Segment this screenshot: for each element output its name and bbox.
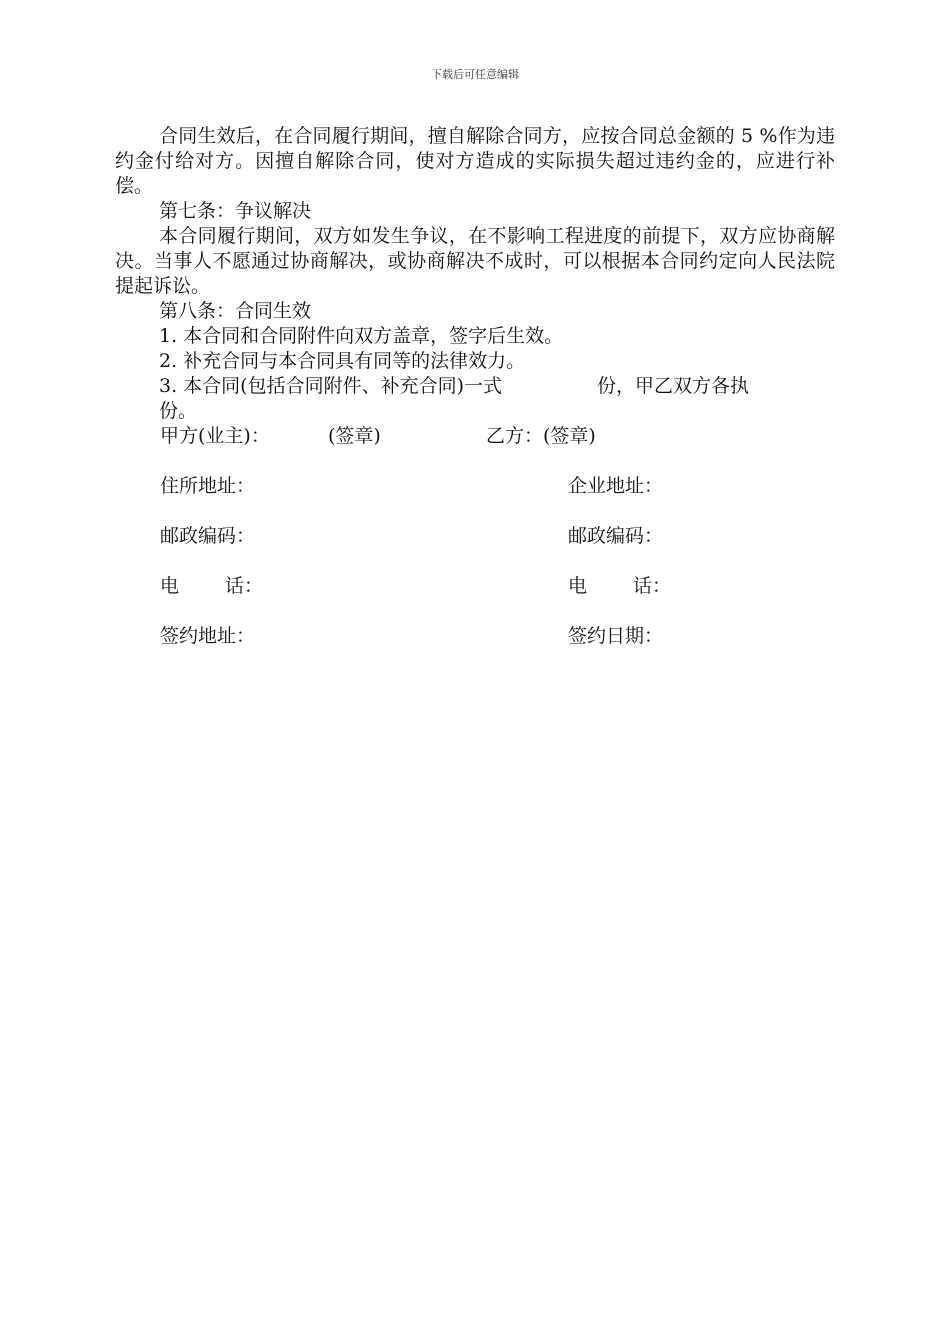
copies-text-b: 份，甲乙双方各执	[597, 375, 750, 397]
list-item-effective: 1. 本合同和合同附件向双方盖章，签字后生效。	[159, 325, 564, 347]
phone-row	[160, 574, 840, 599]
party-b-seal: (签章)	[543, 425, 596, 447]
copies-text-a: 3. 本合同(包括合同附件、补充合同)一式	[159, 375, 502, 397]
article-8-title: 第八条：合同生效	[159, 300, 312, 322]
contract-body	[115, 124, 835, 424]
article-7-title: 第七条：争议解决	[159, 200, 312, 222]
signing-date-label: 签约日期：	[568, 625, 664, 647]
party-a-label: 甲方(业主)：	[160, 425, 270, 447]
postcode-row	[160, 524, 840, 549]
phone-left-label: 电 话：	[160, 575, 264, 597]
postcode-left-label: 邮政编码：	[160, 525, 256, 547]
phone-right-label: 电 话：	[568, 575, 672, 597]
company-address-label: 企业地址：	[568, 475, 664, 497]
paragraph-dispute-resolution: 本合同履行期间，双方如发生争议，在不影响工程进度的前提下，双方应协商解决。当事人不愿通过协商解决，或协商解决不成时，可以根据本合同约定向人民法院提起诉讼。	[115, 225, 835, 297]
party-b-label: 乙方：	[486, 425, 544, 447]
signature-line	[160, 424, 840, 449]
copies-text-c: 份。	[159, 400, 198, 422]
address-row	[160, 474, 840, 499]
list-item-copies	[115, 374, 835, 424]
list-item-supplement: 2. 补充合同与本合同具有同等的法律效力。	[159, 350, 526, 372]
signing-row	[160, 624, 840, 649]
signing-place-label: 签约地址：	[160, 625, 256, 647]
party-a-seal: (签章)	[328, 425, 381, 447]
page-header-note: 下载后可任意编辑	[431, 68, 519, 81]
residence-address-label: 住所地址：	[160, 475, 256, 497]
postcode-right-label: 邮政编码：	[568, 525, 664, 547]
paragraph-breach-penalty: 合同生效后，在合同履行期间，擅自解除合同方，应按合同总金额的 5 %作为违约金付给对方。因擅自解除合同，使对方造成的实际损失超过违约金的，应进行补偿。	[115, 125, 835, 197]
